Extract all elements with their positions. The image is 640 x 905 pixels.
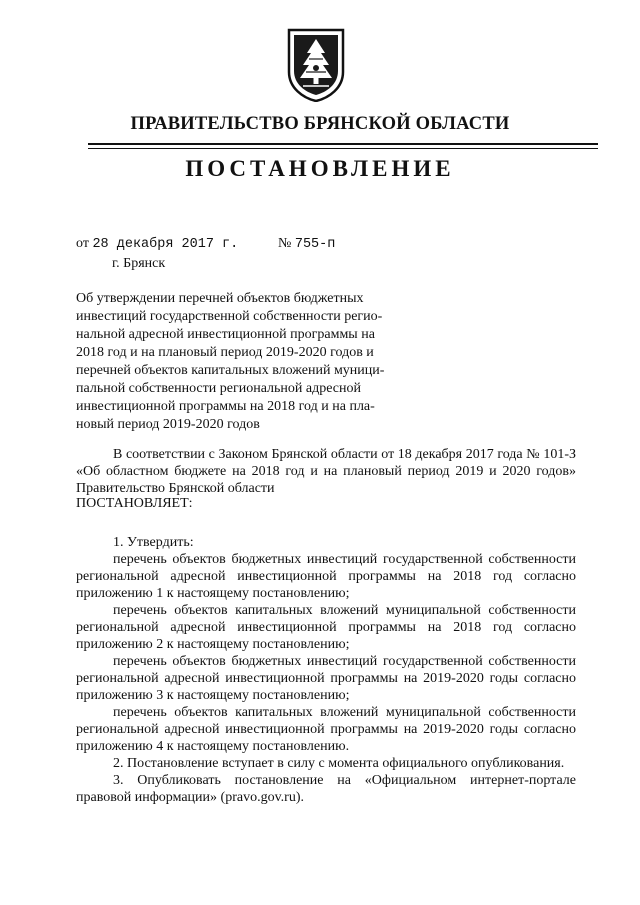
decree-word [76, 495, 576, 512]
point-1-item: перечень объектов бюджетных инвестиций государственной собственности региональной адресной инвестиционной программы на 2018 год согласно приложению 1 к настоящему постановлению; [76, 552, 576, 601]
subject-line: инвестиций государственной собственности регио- [76, 309, 383, 324]
date-prefix: от [76, 236, 89, 251]
point-1-title: 1. Утвердить: [113, 535, 194, 550]
document-number: 755-п [294, 237, 336, 252]
subject-line: 2018 год и на плановый период 2019-2020 годов и [76, 345, 374, 360]
document-city: г. Брянск [112, 256, 166, 271]
subject-line: новый период 2019-2020 годов [76, 417, 260, 432]
date-line [76, 236, 238, 252]
organization-title: ПРАВИТЕЛЬСТВО БРЯНСКОЙ ОБЛАСТИ [130, 114, 510, 134]
point-1-item: перечень объектов капитальных вложений муниципальной собственности региональной адресной инвестиционной программы на 2019-2020 годы согласно приложению 4 к настоящему постановлению. [76, 705, 576, 754]
preamble-text: В соответствии с Законом Брянской области от 18 декабря 2017 года № 101-З «Об областном бюджете на 2018 год и на плановый период 2019 и 2020 годов» Правительство Брянской области [76, 447, 576, 496]
decree-word-text: ПОСТАНОВЛЯЕТ: [76, 496, 193, 511]
document-subject [76, 290, 416, 434]
subject-line: инвестиционной программы на 2018 год и на пла- [76, 399, 375, 414]
header-rule-thick [88, 143, 598, 145]
number-line [278, 236, 335, 252]
point-1-item: перечень объектов капитальных вложений муниципальной собственности региональной адресной инвестиционной программы на 2018 год согласно приложению 2 к настоящему постановлению; [76, 603, 576, 652]
document-type-title: ПОСТАНОВЛЕНИЕ [185, 156, 455, 181]
decree-points [76, 534, 576, 806]
subject-line: пальной собственности региональной адресной [76, 381, 361, 396]
bryansk-coat-of-arms-icon [285, 28, 347, 102]
number-prefix: № [278, 236, 292, 251]
document-date: 28 декабря 2017 г. [92, 237, 239, 252]
point-3: 3. Опубликовать постановление на «Официальном интернет-портале правовой информации» (pravo.gov.ru). [76, 773, 576, 805]
subject-line: Об утверждении перечней объектов бюджетных [76, 291, 364, 306]
point-2: 2. Постановление вступает в силу с момента официального опубликования. [113, 756, 565, 771]
preamble-paragraph [76, 446, 576, 497]
subject-line: перечней объектов капитальных вложений муници- [76, 363, 385, 378]
header-rule-thin [88, 148, 598, 149]
subject-line: нальной адресной инвестиционной программы на [76, 327, 375, 342]
point-1-item: перечень объектов бюджетных инвестиций государственной собственности региональной адресной инвестиционной программы на 2019-2020 годы согласно приложению 3 к настоящему постановлению; [76, 654, 576, 703]
